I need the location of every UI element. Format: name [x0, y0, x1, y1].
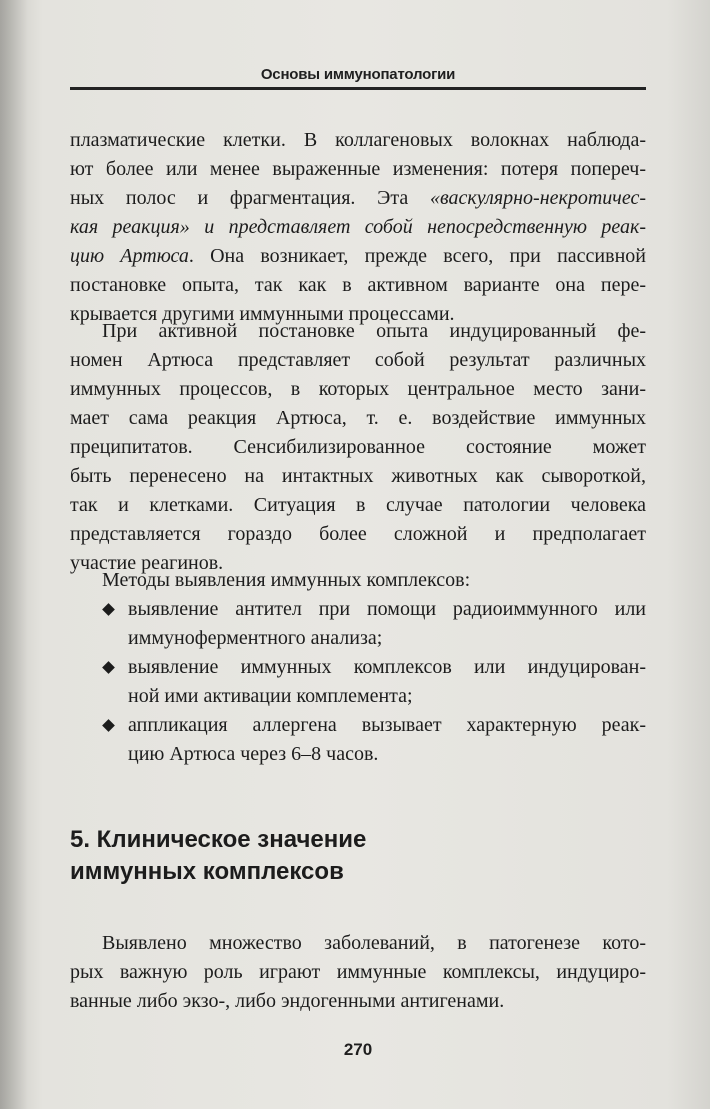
section-heading — [70, 824, 646, 888]
list-item — [98, 711, 646, 769]
text-line: При активной постановке опыта индуцированный фе- — [102, 320, 646, 342]
text-line: участие реагинов. — [70, 552, 224, 574]
paragraph-4 — [70, 929, 646, 1016]
section-heading-line: 5. Клиническое значение — [70, 826, 367, 853]
running-head: Основы иммунопатологии — [260, 66, 456, 83]
text-line: рых важную роль играют иммунные комплексы, индуциро- — [70, 961, 646, 983]
list-item — [98, 595, 646, 653]
text-line: так и клетками. Ситуация в случае патологии человека — [70, 494, 646, 516]
spine-shadow — [0, 0, 28, 1109]
text-line: иммунных процессов, в которых центральное место зани- — [70, 378, 646, 400]
italic-term: цию Артюса — [70, 245, 189, 267]
italic-term: «васкулярно-некротичес- — [429, 187, 646, 209]
text-line: представляется гораздо более сложной и предполагает — [70, 523, 646, 545]
text-line: крывается другими иммунными процессами. — [70, 303, 455, 325]
text-line: номен Артюса представляет собой результат различных — [70, 349, 646, 371]
text-line: аппликация аллергена вызывает характерную реак- — [128, 714, 646, 736]
text-line — [70, 184, 646, 213]
paragraph-1 — [70, 126, 646, 329]
text-line: мает сама реакция Артюса, т. е. воздействие иммунных — [70, 407, 646, 429]
section-heading-line: иммунных комплексов — [70, 858, 344, 885]
text-line: ной ими активации комплемента; — [128, 685, 413, 707]
paragraph-2 — [70, 317, 646, 578]
text-span: . Она возникает, прежде всего, при пассивной — [188, 245, 646, 267]
text-line — [70, 242, 646, 271]
text-line: преципитатов. Сенсибилизированное состояние может — [70, 436, 646, 458]
diamond-bullet-icon — [102, 719, 115, 732]
italic-term: кая реакция» и представляет собой непосредственную реак- — [70, 216, 646, 238]
text-line: иммуноферментного анализа; — [128, 627, 383, 649]
text-line: ванные либо экзо-, либо эндогенными антигенами. — [70, 990, 505, 1012]
diamond-bullet-icon — [102, 661, 115, 674]
text-line: выявление иммунных комплексов или индуцирован- — [128, 656, 646, 678]
text-line: плазматические клетки. В коллагеновых волокнах наблюда- — [70, 129, 646, 151]
text-line — [70, 213, 646, 242]
header-rule — [70, 87, 646, 90]
text-line: ют более или менее выраженные изменения: потеря попереч- — [70, 158, 646, 180]
text-line: постановке опыта, так как в активном варианте она пере- — [70, 274, 646, 296]
text-line: Методы выявления иммунных комплексов: — [102, 569, 471, 591]
text-line: Выявлено множество заболеваний, в патогенезе кото- — [102, 932, 646, 954]
text-span: ных полос и фрагментация. Эта — [70, 187, 430, 209]
page-number: 270 — [343, 1040, 373, 1059]
text-line: выявление антител при помощи радиоиммунного или — [128, 598, 646, 620]
paragraph-3 — [70, 566, 646, 595]
methods-list — [98, 595, 646, 769]
text-line: быть перенесено на интактных животных как сывороткой, — [70, 465, 646, 487]
diamond-bullet-icon — [102, 603, 115, 616]
list-item — [98, 653, 646, 711]
text-line: цию Артюса через 6–8 часов. — [128, 743, 379, 765]
